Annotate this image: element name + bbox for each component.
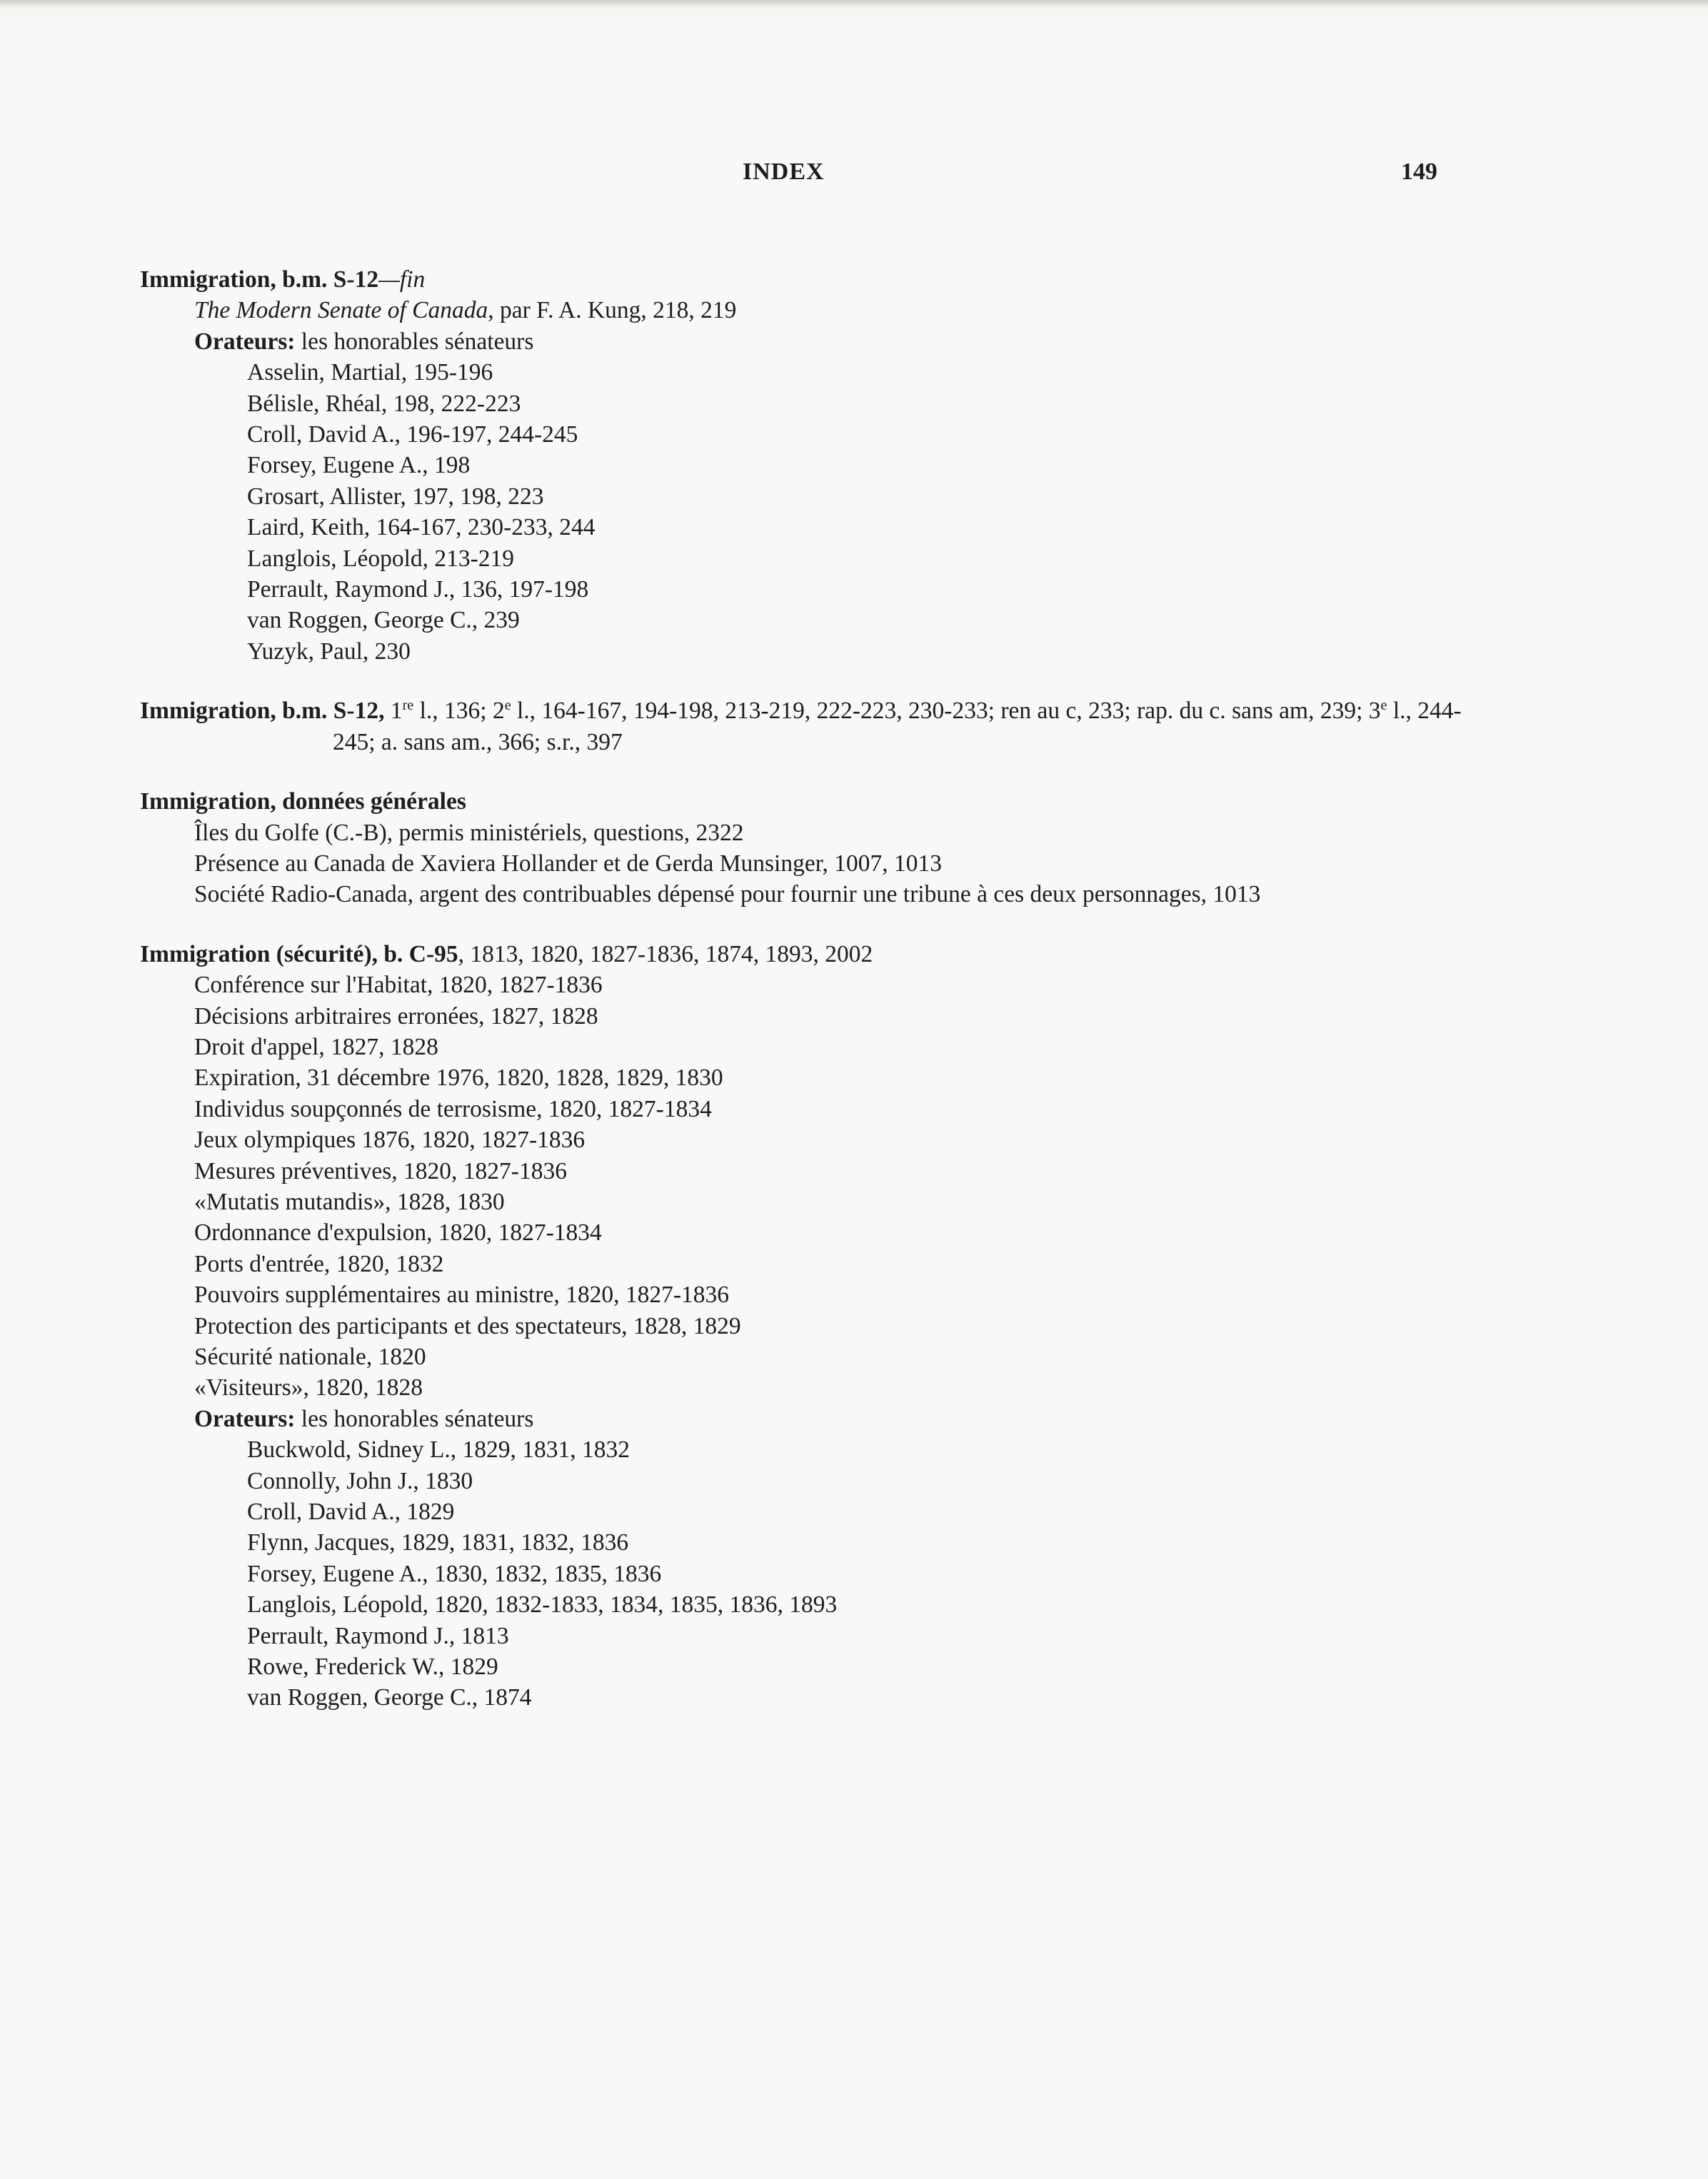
subentry-item: Pouvoirs supplémentaires au ministre, 1820, 1827-1836 [194, 1282, 730, 1309]
entry-heading [140, 786, 1475, 817]
entry-heading [140, 939, 1475, 970]
subentry-item: Ordonnance d'expulsion, 1820, 1827-1834 [194, 1219, 602, 1247]
speaker-item: van Roggen, George C., 239 [247, 607, 520, 634]
scan-edge-shadow [0, 0, 1708, 7]
subentry-item: Société Radio-Canada, argent des contribuables dépensé pour fournir une tribune à ces deux personnages, 1013 [194, 881, 1261, 908]
entry-heading-bold: Immigration, b.m. S-12 [140, 266, 379, 293]
subentry-item: Îles du Golfe (C.-B), permis ministériels, questions, 2322 [194, 819, 744, 846]
reading-ref: l., 244-245; a. sans am., 366; s.r., 397 [333, 698, 1462, 755]
reading-ref: l., 136; 2 [413, 698, 505, 725]
speaker-item: Perrault, Raymond J., 136, 197-198 [247, 576, 589, 603]
orateurs-line [140, 326, 1475, 357]
speaker-item: Langlois, Léopold, 1820, 1832-1833, 1834, 1835, 1836, 1893 [247, 1591, 838, 1619]
orateurs-text: les honorables sénateurs [295, 1405, 534, 1432]
running-head [0, 158, 1708, 194]
orateurs-label: Orateurs: [194, 328, 296, 355]
speaker-item: Bélisle, Rhéal, 198, 222-223 [247, 390, 521, 417]
ordinal-superscript: e [504, 698, 511, 714]
subentry-item: Jeux olympiques 1876, 1820, 1827-1836 [194, 1127, 586, 1154]
entry-heading-pages: , 1813, 1820, 1827-1836, 1874, 1893, 2002 [458, 940, 873, 967]
subentry-item: Présence au Canada de Xaviera Hollander et de Gerda Munsinger, 1007, 1013 [194, 850, 943, 877]
subentry-item: Mesures préventives, 1820, 1827-1836 [194, 1157, 567, 1184]
subentry-item: Protection des participants et des spectateurs, 1828, 1829 [194, 1312, 741, 1339]
entry-heading-bold: Immigration (sécurité), b. C-95 [140, 940, 458, 967]
entry-heading [140, 264, 1475, 295]
speaker-item: Laird, Keith, 164-167, 230-233, 244 [247, 514, 596, 541]
index-entry-immigration-s12-fin [140, 264, 1475, 667]
speaker-item: Langlois, Léopold, 213-219 [247, 545, 515, 572]
speaker-item: Perrault, Raymond J., 1813 [247, 1622, 509, 1649]
speaker-item: Forsey, Eugene A., 198 [247, 452, 471, 479]
speaker-item: Forsey, Eugene A., 1830, 1832, 1835, 1836 [247, 1560, 662, 1587]
entry-heading-bold: Immigration, b.m. S-12, [140, 698, 385, 725]
entry-heading-bold: Immigration, données générales [140, 788, 466, 815]
subentry-item: Expiration, 31 décembre 1976, 1820, 1828, 1829, 1830 [194, 1065, 723, 1092]
speaker-item: Buckwold, Sidney L., 1829, 1831, 1832 [247, 1436, 630, 1464]
index-content [140, 264, 1475, 1713]
entry-heading-suffix: —fin [378, 266, 426, 293]
orateurs-line [140, 1404, 1475, 1434]
page-title: INDEX [743, 158, 825, 185]
speaker-item: van Roggen, George C., 1874 [247, 1684, 532, 1711]
subentry-item: Décisions arbitraires erronées, 1827, 1828 [194, 1002, 598, 1030]
subentry-item: Droit d'appel, 1827, 1828 [194, 1033, 438, 1060]
subentry-item: «Mutatis mutandis», 1828, 1830 [194, 1188, 505, 1215]
speaker-item: Croll, David A., 1829 [247, 1499, 455, 1526]
ordinal-superscript: re [402, 698, 414, 714]
speaker-item: Croll, David A., 196-197, 244-245 [247, 421, 578, 448]
subentry-item: Ports d'entrée, 1820, 1832 [194, 1250, 444, 1277]
page-number: 149 [1401, 158, 1437, 185]
speaker-item: Grosart, Allister, 197, 198, 223 [247, 483, 544, 510]
reference-line [140, 295, 1475, 326]
orateurs-label: Orateurs: [194, 1405, 296, 1432]
reading-ref: 1 [384, 698, 403, 725]
speaker-item: Yuzyk, Paul, 230 [247, 638, 411, 665]
speaker-item: Asselin, Martial, 195-196 [247, 359, 493, 386]
ordinal-superscript: e [1380, 698, 1387, 714]
subentry-item: «Visiteurs», 1820, 1828 [194, 1374, 423, 1401]
reading-ref: l., 164-167, 194-198, 213-219, 222-223, 230-233; ren au c, 233; rap. du c. sans am, 239; 3 [511, 698, 1381, 725]
speaker-item: Rowe, Frederick W., 1829 [247, 1654, 498, 1681]
reference-title: The Modern Senate of Canada [194, 297, 488, 324]
subentry-item: Conférence sur l'Habitat, 1820, 1827-1836 [194, 972, 603, 999]
entry-heading-with-references [140, 695, 1475, 758]
index-entry-immigration-s12 [140, 695, 1475, 758]
reference-details: , par F. A. Kung, 218, 219 [488, 297, 737, 324]
speaker-item: Connolly, John J., 1830 [247, 1467, 473, 1494]
subentry-item: Sécurité nationale, 1820 [194, 1344, 426, 1370]
subentry-item: Individus soupçonnés de terrosisme, 1820, 1827-1834 [194, 1095, 712, 1122]
index-entry-immigration-securite [140, 939, 1475, 1713]
orateurs-text: les honorables sénateurs [295, 328, 534, 355]
index-entry-immigration-generales [140, 786, 1475, 910]
speaker-item: Flynn, Jacques, 1829, 1831, 1832, 1836 [247, 1529, 629, 1556]
